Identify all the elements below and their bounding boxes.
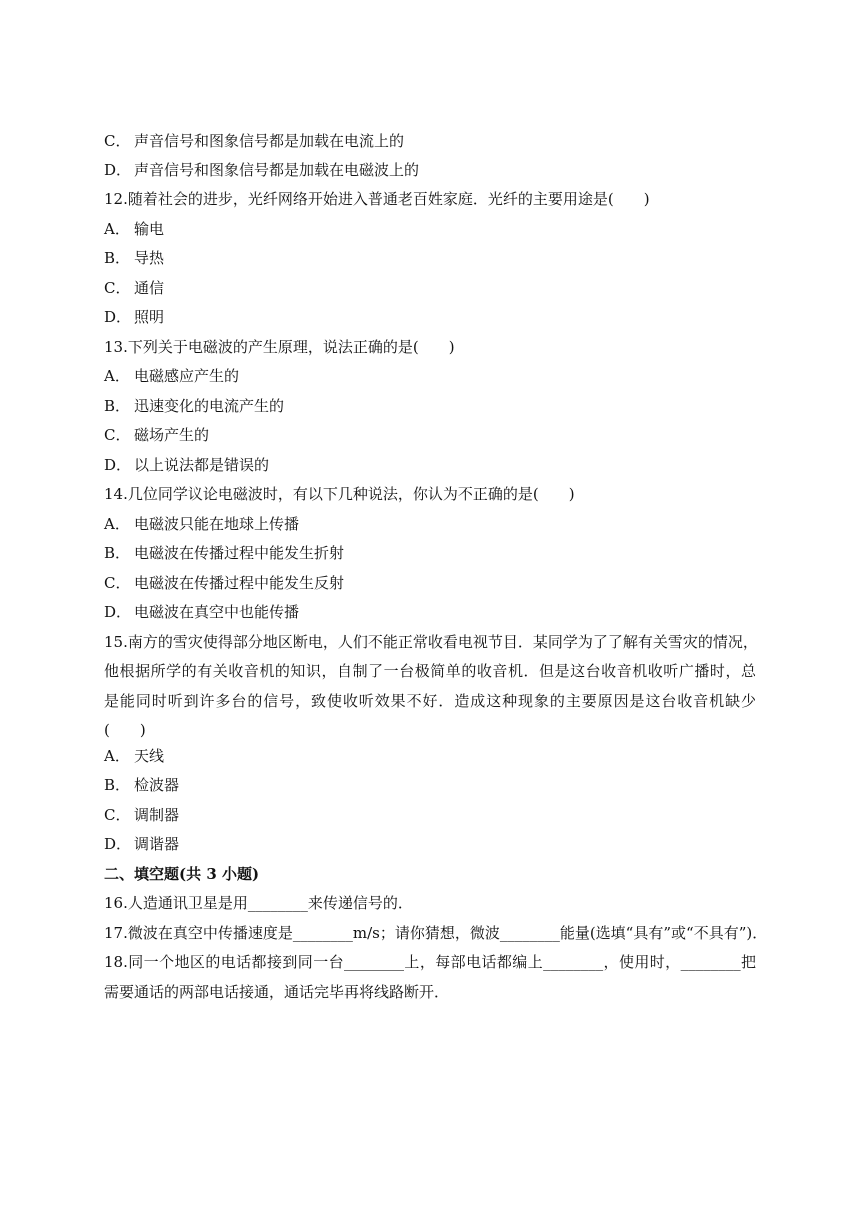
q14-option-a — [104, 514, 756, 534]
question-15-stem-line: 是能同时听到许多台的信号，致使收听效果不好．造成这种现象的主要原因是这台收音机缺少 — [104, 692, 756, 710]
question-17: 17.微波在真空中传播速度是________m/s；请你猜想，微波________能量(选填“具有”或“不具有”)． — [104, 924, 768, 942]
q14-option-d — [104, 602, 756, 622]
option-letter: D． — [104, 835, 132, 853]
question-18-line: 需要通话的两部电话接通，通话完毕再将线路断开． — [104, 983, 450, 1001]
q14-option-b — [104, 543, 756, 563]
option-letter: B． — [104, 544, 131, 562]
option-letter: C． — [104, 279, 131, 297]
q15-option-b — [104, 775, 756, 795]
q12-option-c — [104, 278, 756, 298]
option-text: 通信 — [134, 279, 165, 297]
option-text: 电磁波在传播过程中能发生反射 — [134, 574, 345, 592]
question-12-stem: 12.随着社会的进步，光纤网络开始进入普通老百姓家庭．光纤的主要用途是( ) — [104, 190, 650, 208]
option-letter: A． — [104, 367, 130, 385]
q15-option-a — [104, 746, 756, 766]
q15-option-d — [104, 834, 756, 854]
option-text: 调谐器 — [134, 835, 180, 853]
question-14-stem: 14.几位同学议论电磁波时，有以下几种说法，你认为不正确的是( ) — [104, 485, 575, 503]
option-c — [104, 131, 756, 151]
option-text: 声音信号和图象信号都是加载在电流上的 — [134, 132, 405, 150]
option-letter: D． — [104, 308, 132, 326]
q13-option-c — [104, 425, 756, 445]
q13-option-d — [104, 455, 756, 475]
option-text: 迅速变化的电流产生的 — [134, 397, 285, 415]
option-letter: C． — [104, 426, 131, 444]
option-text: 调制器 — [134, 806, 180, 824]
q12-option-d — [104, 307, 756, 327]
option-text: 以上说法都是错误的 — [134, 456, 270, 474]
option-d — [104, 160, 756, 180]
option-letter: D． — [104, 456, 132, 474]
question-15-stem-line: 15.南方的雪灾使得部分地区断电，人们不能正常收看电视节目．某同学为了了解有关雪灾的情况， — [104, 633, 758, 651]
option-text: 天线 — [134, 747, 165, 765]
option-letter: B． — [104, 397, 131, 415]
option-text: 输电 — [134, 220, 165, 238]
option-letter: A． — [104, 515, 130, 533]
option-text: 声音信号和图象信号都是加载在电磁波上的 — [134, 161, 420, 179]
option-letter: D． — [104, 161, 132, 179]
q14-option-c — [104, 573, 756, 593]
section-heading: 二、填空题(共 3 小题) — [104, 865, 260, 883]
option-text: 电磁感应产生的 — [134, 367, 240, 385]
option-letter: B． — [104, 249, 131, 267]
option-text: 磁场产生的 — [134, 426, 210, 444]
option-letter: C． — [104, 806, 131, 824]
option-letter: C． — [104, 574, 131, 592]
option-text: 电磁波只能在地球上传播 — [134, 515, 300, 533]
option-letter: B． — [104, 776, 131, 794]
question-16: 16.人造通讯卫星是用________来传递信号的． — [104, 894, 413, 912]
q13-option-b — [104, 396, 756, 416]
option-letter: A． — [104, 747, 130, 765]
option-letter: A． — [104, 220, 130, 238]
option-text: 电磁波在真空中也能传播 — [134, 603, 300, 621]
q15-option-c — [104, 805, 756, 825]
option-text: 照明 — [134, 308, 165, 326]
option-text: 导热 — [134, 249, 165, 267]
option-letter: D． — [104, 603, 132, 621]
option-letter: C． — [104, 132, 131, 150]
question-18-line: 18.同一个地区的电话都接到同一台________上，每部电话都编上________，使用时，________把 — [104, 953, 756, 971]
question-15-stem-line: 他根据所学的有关收音机的知识，自制了一台极简单的收音机．但是这台收音机收听广播时，总 — [104, 662, 756, 680]
question-15-stem-line: ( ) — [104, 721, 146, 739]
q12-option-b — [104, 248, 756, 268]
q13-option-a — [104, 366, 756, 386]
option-text: 检波器 — [134, 776, 180, 794]
option-text: 电磁波在传播过程中能发生折射 — [134, 544, 345, 562]
question-13-stem: 13.下列关于电磁波的产生原理，说法正确的是( ) — [104, 338, 455, 356]
q12-option-a — [104, 219, 756, 239]
